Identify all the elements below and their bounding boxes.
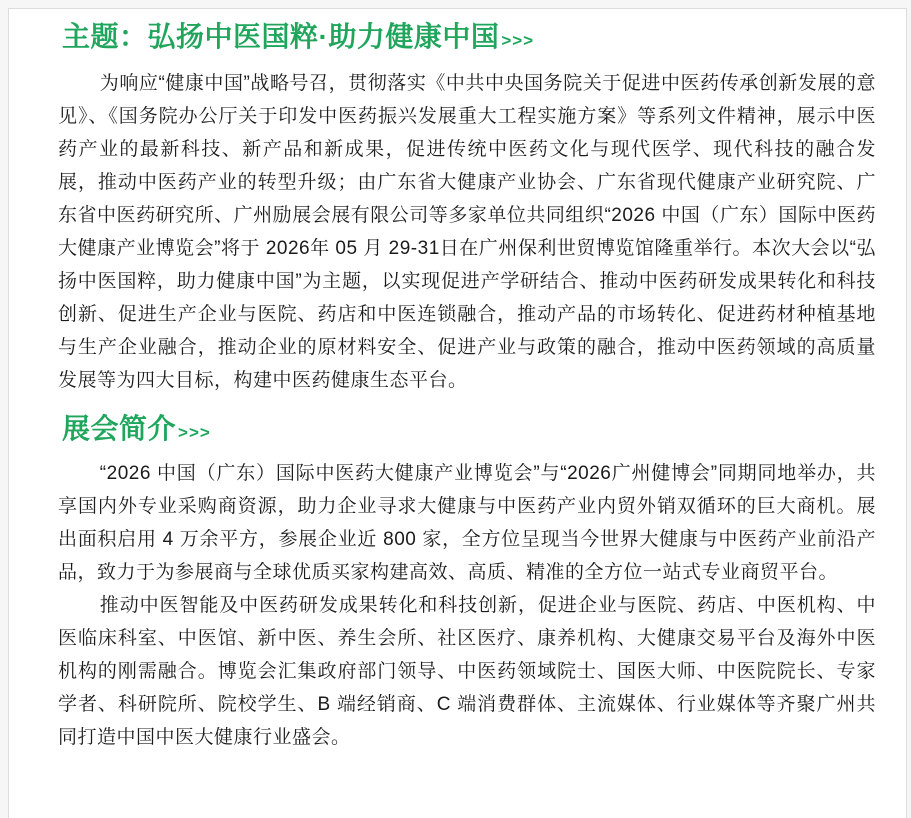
document-page bbox=[8, 8, 907, 818]
intro-paragraph-2: 推动中医智能及中医药研发成果转化和科技创新，促进企业与医院、药店、中医机构、中医临床科室、中医馆、新中医、养生会所、社区医疗、康养机构、大健康交易平台及海外中医机构的刚需融合。博览会汇集政府部门领导、中医药领域院士、国医大师、中医院院长、专家学者、科研院所、院校学生、B 端经销商、C 端消费群体、主流媒体、行业媒体等齐聚广州共同打造中国中医大健康行业盛会。 bbox=[58, 595, 876, 748]
section-theme-heading bbox=[62, 19, 876, 59]
chevron-right-arrows-icon: >>> bbox=[178, 423, 211, 442]
section-intro-heading-text: 展会简介 bbox=[62, 413, 177, 444]
section-intro-heading bbox=[62, 411, 876, 451]
page-content bbox=[9, 9, 906, 754]
theme-paragraph: 为响应“健康中国”战略号召，贯彻落实《中共中央国务院关于促进中医药传承创新发展的意见》、《国务院办公厅关于印发中医药振兴发展重大工程实施方案》等系列文件精神，展示中医药产业的最新科技、新产品和新成果，促进传统中医药文化与现代医学、现代科技的融合发展，推动中医药产业的转型升级；由广东省大健康产业协会、广东省现代健康产业研究院、广东省中医药研究所、广州励展会展有限公司等多家单位共同组织“2026 中国（广东）国际中医药大健康产业博览会”将于 2026年 05 月 29-31日在广州保利世贸博览馆隆重举行。本次大会以“弘扬中医国粹，助力健康中国”为主题，以实现促进产学研结合、推动中医药研发成果转化和科技创新、促进生产企业与医院、药店和中医连锁融合，推动产品的市场转化、促进药材种植基地与生产企业融合，推动企业的原材料安全、促进产业与政策的融合，推动中医药领域的高质量发展等为四大目标，构建中医药健康生态平台。 bbox=[58, 73, 876, 391]
section-theme-heading-text: 主题：弘扬中医国粹·助力健康中国 bbox=[62, 21, 500, 52]
intro-paragraph-1: “2026 中国（广东）国际中医药大健康产业博览会”与“2026广州健博会”同期同地举办，共享国内外专业采购商资源，助力企业寻求大健康与中医药产业内贸外销双循环的巨大商机。展出面积启用 4 万余平方，参展企业近 800 家，全方位呈现当今世界大健康与中医药产业前沿产品，致力于为参展商与全球优质买家构建高效、高质、精准的全方位一站式专业商贸平台。 bbox=[58, 463, 876, 583]
chevron-right-arrows-icon: >>> bbox=[501, 31, 535, 50]
